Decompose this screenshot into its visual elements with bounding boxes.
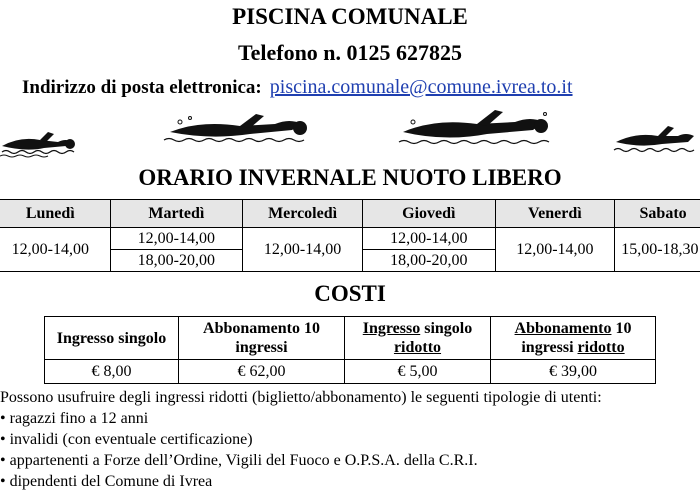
cost-header: Ingresso singolo — [45, 317, 179, 360]
swimmer-icon — [395, 108, 560, 150]
bullet-icon: • — [0, 410, 6, 427]
cost-header: Abbonamento 10 ingressi — [179, 317, 345, 360]
schedule-heading: ORARIO INVERNALE NUOTO LIBERO — [138, 165, 562, 190]
cost-header-part: ridotto — [393, 339, 442, 356]
costs-table — [44, 316, 656, 384]
costs-header-row — [45, 317, 656, 360]
schedule-cell: 12,00-14,00 — [0, 228, 110, 272]
cost-header-part: Abbonamento — [514, 320, 612, 337]
day-header: Martedì — [110, 200, 242, 228]
list-item — [0, 429, 602, 450]
list-item — [0, 450, 602, 471]
cost-value: € 8,00 — [45, 360, 179, 384]
list-item-text: dipendenti del Comune di Ivrea — [9, 473, 213, 490]
table-row — [0, 228, 700, 250]
schedule-header-row — [0, 200, 700, 228]
schedule-table — [0, 199, 700, 272]
day-header: Giovedì — [363, 200, 495, 228]
cost-value: € 62,00 — [179, 360, 345, 384]
costs-heading: COSTI — [314, 281, 386, 306]
email-link[interactable]: piscina.comunale@comune.ivrea.to.it — [269, 76, 573, 98]
email-label: Indirizzo di posta elettronica: — [22, 77, 262, 98]
cost-header — [345, 317, 491, 360]
notes-intro: Possono usufruire degli ingressi ridotti (biglietto/abbonamento) le seguenti tipologie di utenti: — [0, 389, 602, 406]
day-header: Sabato — [615, 200, 700, 228]
day-header: Mercoledì — [243, 200, 363, 228]
bullet-icon: • — [0, 452, 6, 469]
cost-header-part: ingressi — [521, 339, 578, 356]
day-header: Venerdì — [495, 200, 615, 228]
cost-header-part: 10 — [611, 320, 632, 337]
schedule-cell: 12,00-14,00 — [110, 228, 242, 250]
notes-section — [0, 387, 602, 492]
schedule-cell: 12,00-14,00 — [363, 228, 495, 250]
bullet-icon: • — [0, 431, 6, 448]
cost-value: € 39,00 — [491, 360, 656, 384]
list-item-text: invalidi (con eventuale certificazione) — [9, 431, 253, 448]
bullet-icon: • — [0, 473, 6, 490]
schedule-cell: 18,00-20,00 — [110, 250, 242, 272]
page-title: PISCINA COMUNALE — [232, 4, 468, 29]
list-item-text: ragazzi fino a 12 anni — [9, 410, 149, 427]
cost-value: € 5,00 — [345, 360, 491, 384]
table-row — [45, 360, 656, 384]
schedule-cell: 18,00-20,00 — [363, 250, 495, 272]
list-item-text: appartenenti a Forze dell’Ordine, Vigili del Fuoco e O.P.S.A. della C.R.I. — [9, 452, 478, 469]
phone-number: Telefono n. 0125 627825 — [237, 40, 463, 65]
cost-header-part: singolo — [420, 320, 473, 337]
schedule-cell: 12,00-14,00 — [243, 228, 363, 272]
cost-header-part: ridotto — [577, 339, 625, 356]
swimmer-icon — [612, 124, 700, 156]
email-row — [22, 76, 573, 99]
day-header: Lunedì — [0, 200, 110, 228]
cost-header — [491, 317, 656, 360]
cost-header-part: Ingresso — [362, 320, 421, 337]
list-item — [0, 471, 602, 492]
swimmer-icon — [0, 128, 85, 160]
list-item — [0, 408, 602, 429]
swimmer-icon — [160, 110, 320, 148]
schedule-cell: 15,00-18,30 — [615, 228, 700, 272]
schedule-cell: 12,00-14,00 — [495, 228, 615, 272]
